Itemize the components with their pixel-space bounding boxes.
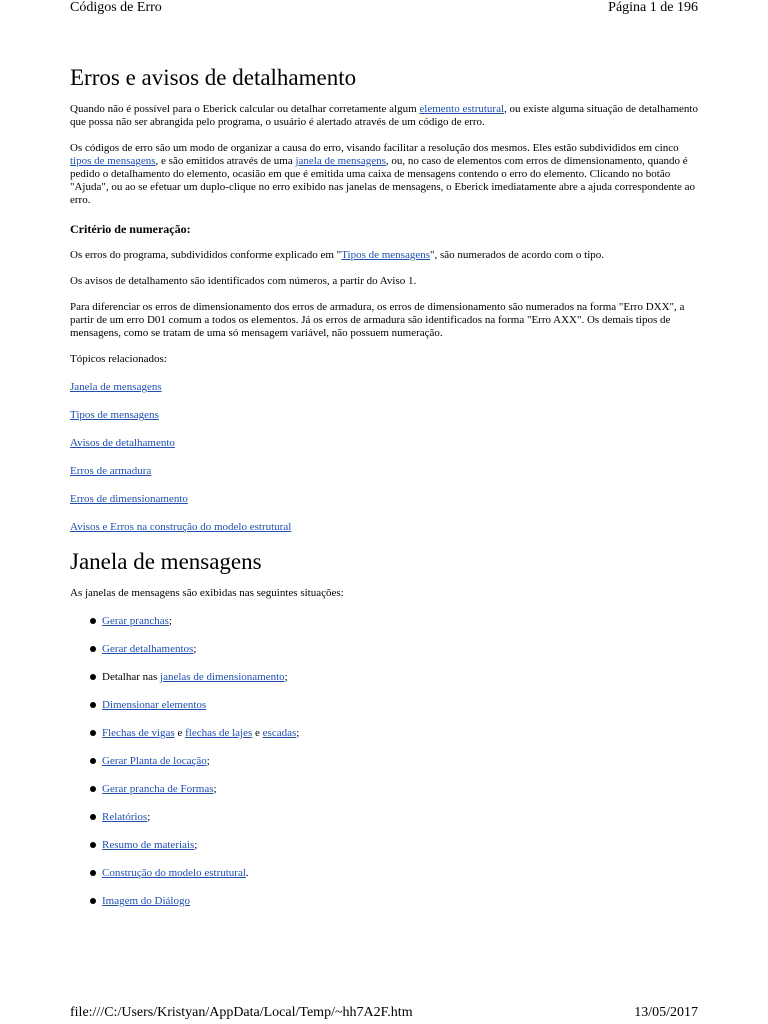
related-link[interactable]: Janela de mensagens: [70, 381, 162, 393]
link-gerar-prancha-de-formas[interactable]: Gerar prancha de Formas: [102, 783, 214, 795]
link-elemento-estrutural[interactable]: elemento estrutural: [419, 103, 505, 115]
bullet: [90, 814, 96, 820]
bullet: [90, 646, 96, 652]
link-flechas-de-lajes[interactable]: flechas de lajes: [185, 727, 253, 739]
print-date: 13/05/2017: [634, 1005, 698, 1020]
related-link[interactable]: Avisos e Erros na construção do modelo estrutural: [70, 521, 292, 533]
section-title-2: Janela de mensagens: [70, 549, 262, 574]
link-janela-de-mensagens[interactable]: janela de mensagens: [295, 155, 386, 167]
messages-intro: As janelas de mensagens são exibidas nas seguintes situações:: [70, 587, 344, 599]
link-construcao-do-modelo[interactable]: Construção do modelo estrutural: [102, 867, 246, 879]
related-link[interactable]: Erros de dimensionamento: [70, 493, 188, 505]
related-link[interactable]: Tipos de mensagens: [70, 409, 159, 421]
related-link[interactable]: Erros de armadura: [70, 465, 152, 477]
bullet: [90, 898, 96, 904]
list-item: [70, 698, 700, 726]
link-escadas[interactable]: escadas: [262, 727, 297, 739]
list-item: [70, 894, 700, 922]
page-header: [70, 0, 698, 16]
bullet: [90, 730, 96, 736]
link-resumo-de-materiais[interactable]: Resumo de materiais: [102, 839, 195, 851]
situations-list: [70, 614, 700, 922]
link-dimensionar-elementos[interactable]: Dimensionar elementos: [102, 699, 207, 711]
file-path: file:///C:/Users/Kristyan/AppData/Local/Temp/~hh7A2F.htm: [70, 1005, 413, 1020]
section-title: Erros e avisos de detalhamento: [70, 65, 357, 90]
link-gerar-detalhamentos[interactable]: Gerar detalhamentos: [102, 643, 194, 655]
bullet: [90, 758, 96, 764]
link-janelas-de-dimensionamento[interactable]: janelas de dimensionamento: [160, 671, 285, 683]
bullet: [90, 842, 96, 848]
link-tipos-de-mensagens-2[interactable]: Tipos de mensagens: [341, 249, 431, 261]
link-imagem-do-dialogo[interactable]: Imagem do Diálogo: [102, 895, 190, 907]
list-item: Flechas de vigas e flechas de lajes e escadas;: [70, 726, 700, 754]
list-item: Detalhar nas janelas de dimensionamento;: [70, 670, 700, 698]
bullet: [90, 786, 96, 792]
link-gerar-pranchas[interactable]: Gerar pranchas: [102, 615, 169, 627]
bullet: [90, 674, 96, 680]
page-footer: [70, 1005, 698, 1021]
list-item: Resumo de materiais;: [70, 838, 700, 866]
bullet: [90, 618, 96, 624]
list-item: Construção do modelo estrutural.: [70, 866, 700, 894]
page-number: Página 1 de 196: [608, 0, 698, 15]
link-tipos-de-mensagens[interactable]: tipos de mensagens: [70, 155, 156, 167]
list-item: Relatórios;: [70, 810, 700, 838]
document-body: [70, 62, 700, 922]
dimension-errors-paragraph: Para diferenciar os erros de dimensionamento dos erros de armadura, os erros de dimensionamento são numerados na forma "Erro DXX", a partir de um erro D01 comum a todos os elementos. Já os erros de armadura são identificados na forma "Erro AXX". Os demais tipos de mensagens, como se tratam de uma só mensagem variável, não possuem numeração.: [70, 301, 685, 339]
codes-paragraph: Os códigos de erro são um modo de organizar a causa do erro, visando facilitar a resolução dos mesmos. Eles estão subdivididos em cinco tipos de mensagens, e são emitidos através de uma janela de mensagens, ou, no caso de elementos com erros de dimensionamento, quando é pedido o detalhamento do elemento, ocasião em que é emitida uma caixa de mensagens contendo o erro do elemento. Clicando no botão "Ajuda", ou ao se efetuar um duplo-clique no erro exibido nas janelas de mensagens, o Eberick imediatamente abre a ajuda correspondente ao erro.: [70, 142, 696, 206]
link-relatorios[interactable]: Relatórios: [102, 811, 148, 823]
warnings-paragraph: Os avisos de detalhamento são identificados com números, a partir do Aviso 1.: [70, 275, 417, 287]
bullet: [90, 870, 96, 876]
bullet: [90, 702, 96, 708]
numbering-paragraph: Os erros do programa, subdivididos conforme explicado em "Tipos de mensagens", são numerados de acordo com o tipo.: [70, 249, 605, 261]
list-item: Gerar pranchas;: [70, 614, 700, 642]
link-gerar-planta-de-locacao[interactable]: Gerar Planta de locação: [102, 755, 207, 767]
header-title: Códigos de Erro: [70, 0, 162, 15]
list-item: Gerar Planta de locação;: [70, 754, 700, 782]
list-item: Gerar prancha de Formas;: [70, 782, 700, 810]
intro-paragraph: Quando não é possível para o Eberick calcular ou detalhar corretamente algum elemento estrutural, ou existe alguma situação de detalhamento que possa não ser abrangida pelo programa, o usuário é alertado através de um código de erro.: [70, 103, 698, 128]
subsection-title: Critério de numeração:: [70, 222, 191, 236]
related-topics-list: [70, 381, 700, 534]
link-flechas-de-vigas[interactable]: Flechas de vigas: [102, 727, 175, 739]
related-topics-label: Tópicos relacionados:: [70, 353, 167, 365]
related-link[interactable]: Avisos de detalhamento: [70, 437, 175, 449]
list-item: Gerar detalhamentos;: [70, 642, 700, 670]
